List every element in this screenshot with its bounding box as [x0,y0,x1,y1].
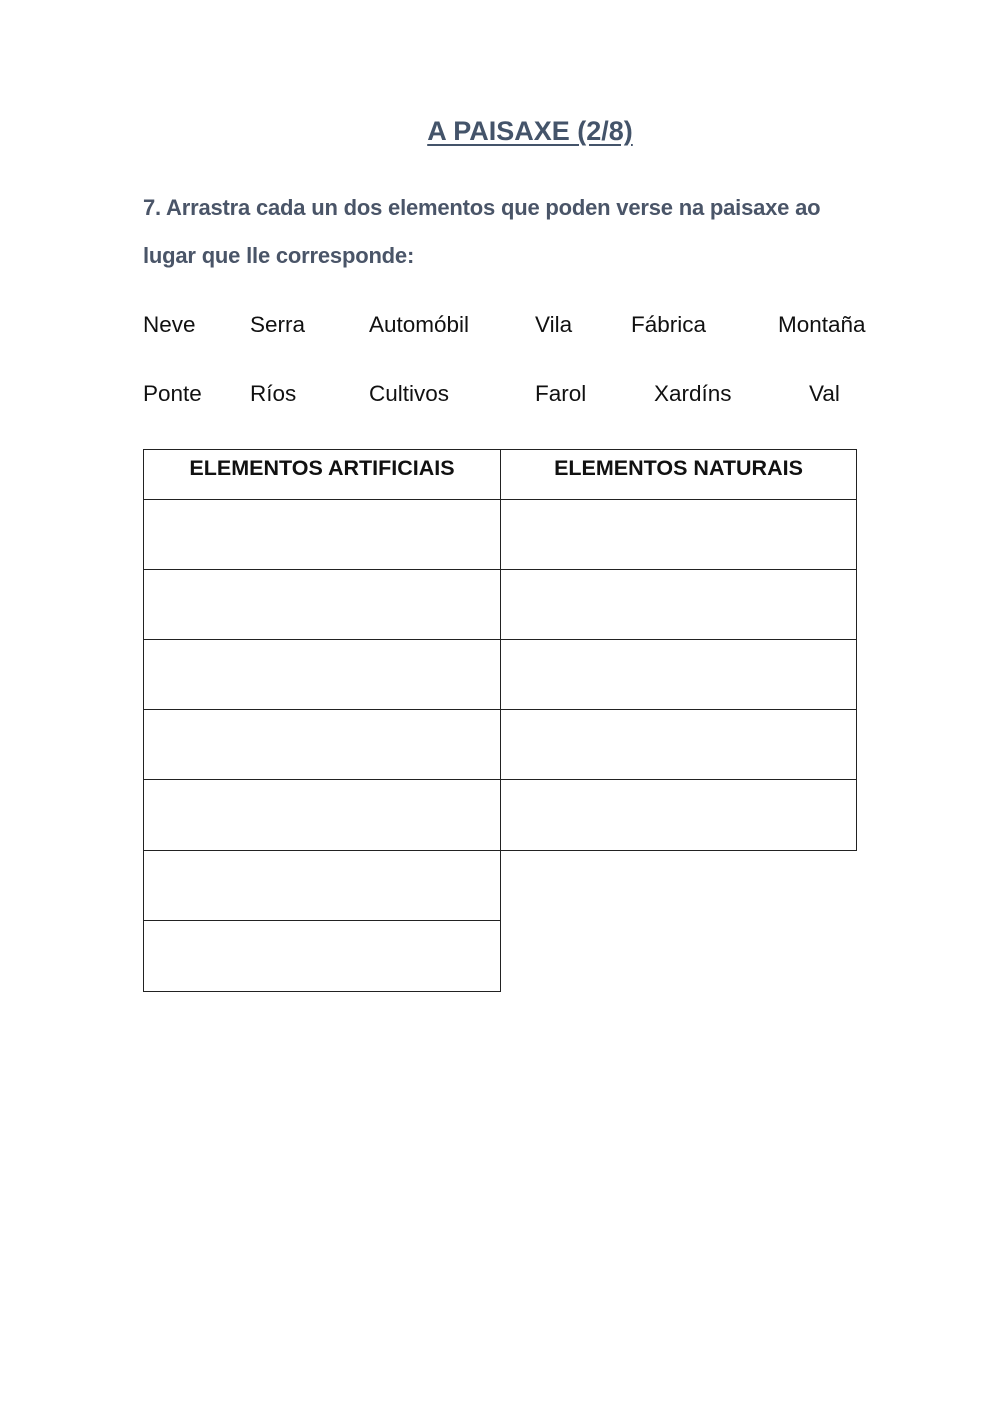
instruction-line-1: 7. Arrastra cada un dos elementos que poden verse na paisaxe ao [143,195,821,220]
header-natural [500,449,857,500]
page-title-text: A PAISAXE (2/8) [427,116,633,146]
header-artificial [143,449,501,500]
drop-slot-natural-1[interactable] [500,499,857,570]
drop-slot-natural-2[interactable] [500,569,857,640]
draggable-word-farol[interactable]: Farol [535,381,587,406]
drop-slot-artificial-3[interactable] [143,639,501,710]
page-title [0,116,1000,147]
header-artificial-label: ELEMENTOS ARTIFICIAIS [189,456,455,480]
draggable-word-val[interactable]: Val [809,381,840,406]
instruction-line-2: lugar que lle corresponde: [143,243,415,268]
drop-slot-artificial-6[interactable] [143,850,501,921]
draggable-word-automobil[interactable]: Automóbil [369,312,470,337]
drop-slot-natural-5[interactable] [500,779,857,851]
draggable-word-fabrica[interactable]: Fábrica [631,312,707,337]
drop-slot-artificial-2[interactable] [143,569,501,640]
header-natural-label: ELEMENTOS NATURAIS [554,456,803,480]
draggable-word-ponte[interactable]: Ponte [143,381,202,406]
drop-slot-natural-3[interactable] [500,639,857,710]
drop-slot-artificial-7[interactable] [143,920,501,992]
drop-slot-artificial-1[interactable] [143,499,501,570]
drop-slot-natural-4[interactable] [500,709,857,780]
draggable-word-xardins[interactable]: Xardíns [654,381,732,406]
drop-slot-artificial-5[interactable] [143,779,501,851]
drop-slot-artificial-4[interactable] [143,709,501,780]
draggable-word-neve[interactable]: Neve [143,312,196,337]
draggable-word-serra[interactable]: Serra [250,312,306,337]
draggable-word-rios[interactable]: Ríos [250,381,297,406]
draggable-word-cultivos[interactable]: Cultivos [369,381,450,406]
draggable-word-vila[interactable]: Vila [535,312,573,337]
draggable-word-montana[interactable]: Montaña [778,312,866,337]
